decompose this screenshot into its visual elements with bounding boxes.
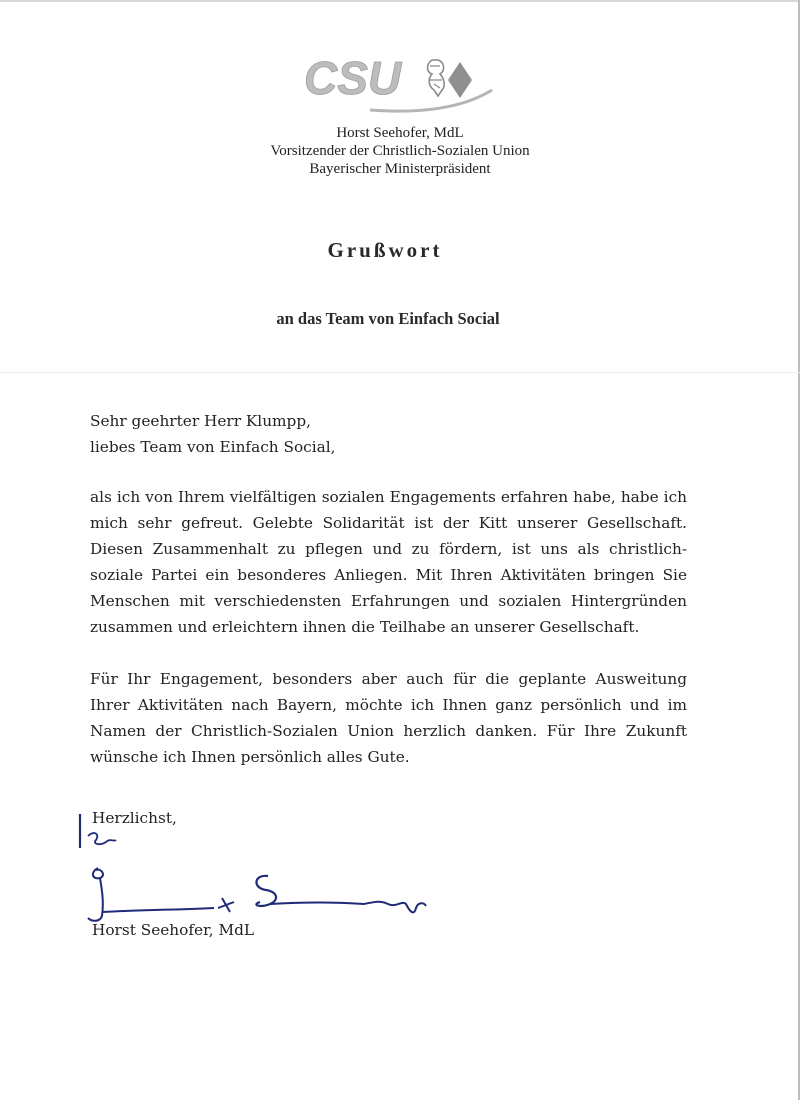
salutation-line-1: Sehr geehrter Herr Klumpp, [90,412,311,430]
closing-text: Herzlichst, [92,809,177,827]
page-edge-top [0,0,800,2]
fold-line [0,372,800,373]
document-title: Grußwort [327,238,443,262]
document-subtitle: an das Team von Einfach Social [276,309,500,328]
diamond-icon [448,62,472,98]
signer-name: Horst Seehofer, MdL [92,921,255,939]
lion-icon [428,60,445,96]
csu-logo [300,50,500,120]
body-paragraph-2: Für Ihr Engagement, besonders aber auch für die geplante Ausweitung Ihrer Aktivitäten nach Bayern, möchte ich Ihnen ganz persönlich und im Namen der Christlich-Sozialen Union herzlich danken. Für Ihre Zukunft wünsche ich Ihnen persönlich alles Gute. [90,670,687,766]
sender-office: Bayerischer Ministerpräsident [309,161,491,177]
sender-block [0,124,800,178]
sender-role: Vorsitzender der Christlich-Sozialen Union [270,143,530,159]
sender-name: Horst Seehofer, MdL [336,125,464,141]
logo-wordmark: CSU [304,52,402,104]
body-paragraph-1: als ich von Ihrem vielfältigen sozialen Engagements erfahren habe, habe ich mich sehr gefreut. Gelebte Solidarität ist der Kitt unserer Gesellschaft. Diesen Zusammenhalt zu pflegen und zu fördern, ist uns als christlich-soziale Partei ein besonderes Anliegen. Mit Ihren Aktivitäten bringen Sie Menschen mit verschiedensten Erfahrungen und sozialen Hintergründen zusammen und erleichtern ihnen die Teilhabe an unserer Gesellschaft. [90,488,687,636]
salutation [90,408,336,460]
salutation-line-2: liebes Team von Einfach Social, [90,438,336,456]
